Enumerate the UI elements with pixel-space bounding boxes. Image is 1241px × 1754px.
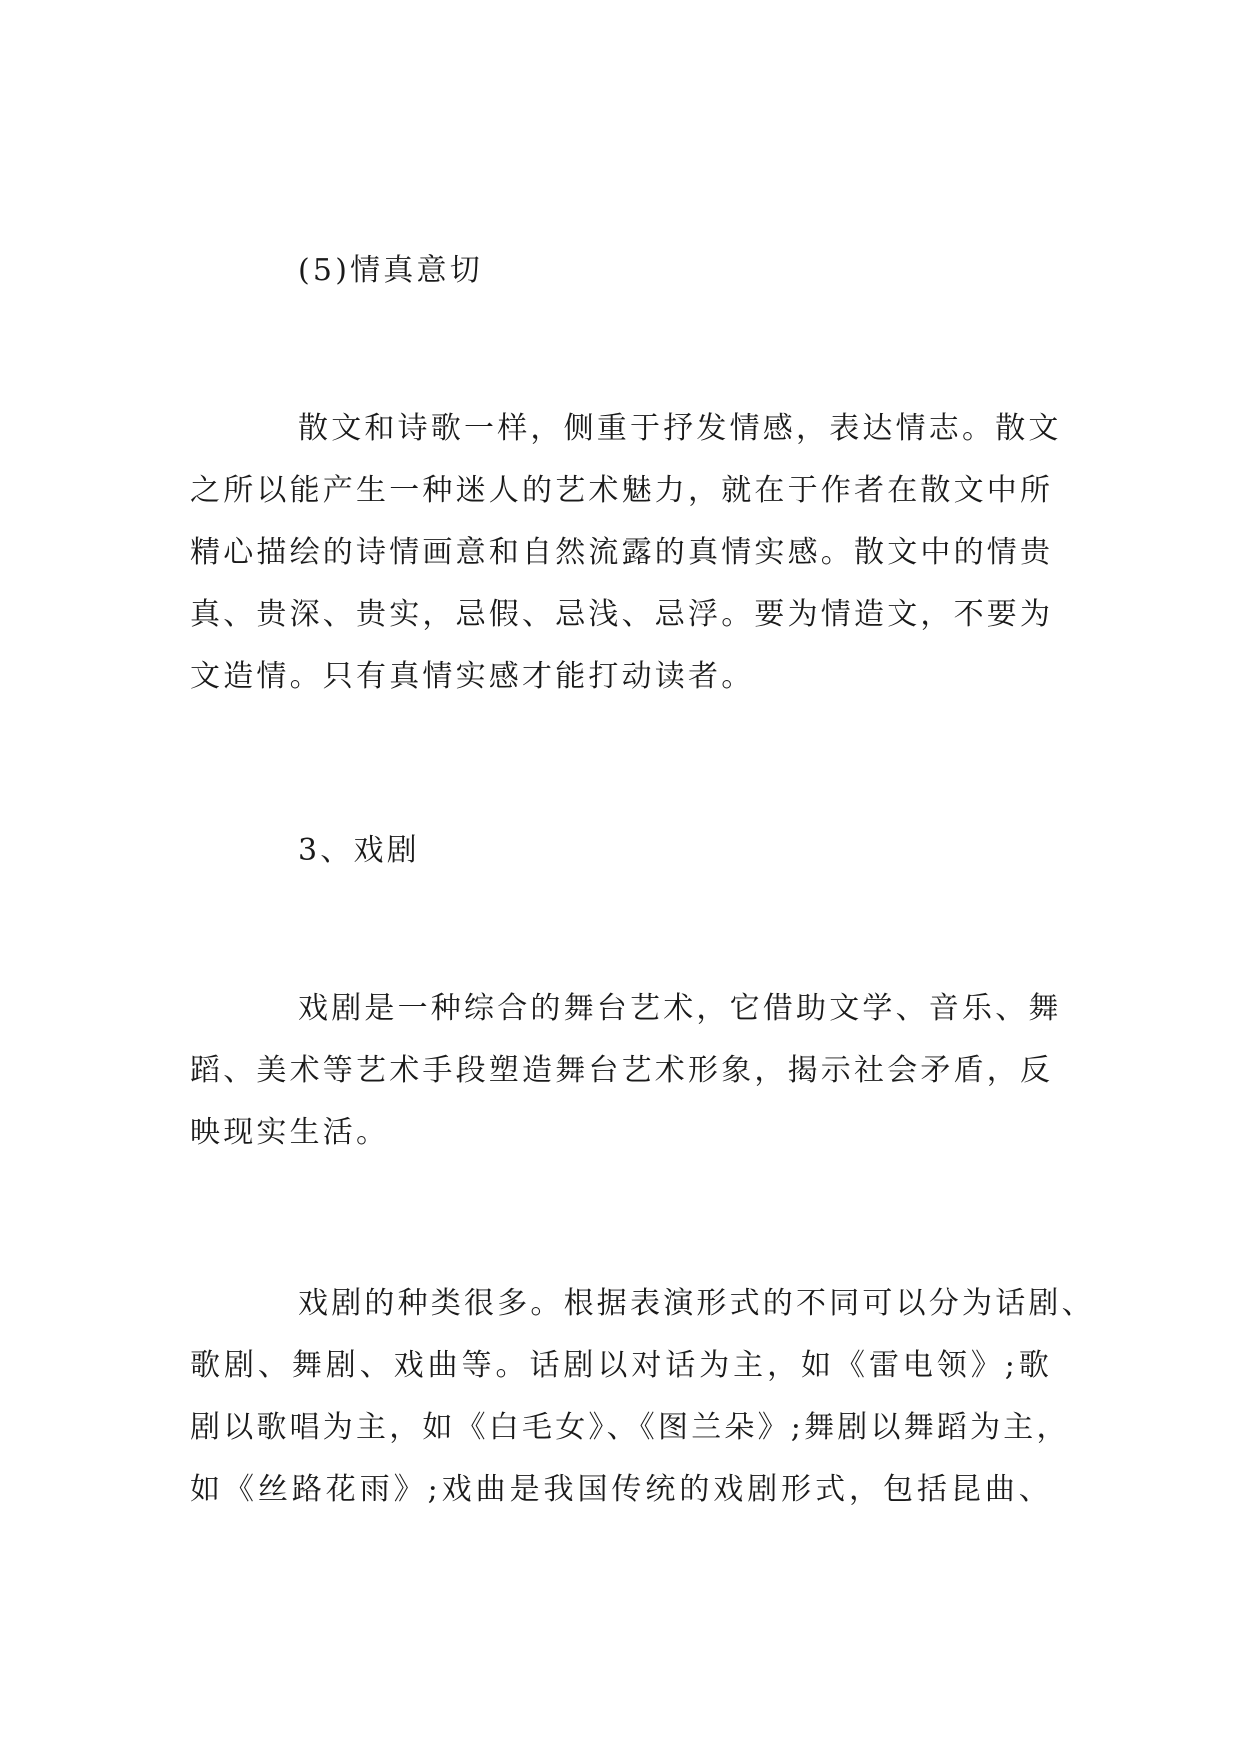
paragraph-line: 真、贵深、贵实，忌假、忌浅、忌浮。要为情造文，不要为 (190, 597, 1054, 632)
paragraph-line: 剧以歌唱为主，如《白毛女》、《图兰朵》;舞剧以舞蹈为主， (190, 1410, 1070, 1445)
paragraph-line: 映现实生活。 (190, 1115, 390, 1150)
paragraph-line: 散文和诗歌一样，侧重于抒发情感，表达情志。散文 (298, 411, 1062, 446)
paragraph-line: 精心描绘的诗情画意和自然流露的真情实感。散文中的情贵 (190, 535, 1054, 570)
paragraph-essay-emotion (190, 398, 1062, 708)
paragraph-line: 文造情。只有真情实感才能打动读者。 (190, 659, 755, 694)
section-heading-qingzhenyiqie: (5)情真意切 (298, 253, 483, 288)
paragraph-drama-definition (190, 978, 1062, 1164)
paragraph-line: 戏剧是一种综合的舞台艺术，它借助文学、音乐、舞 (298, 991, 1062, 1026)
paragraph-line: 歌剧、舞剧、戏曲等。话剧以对话为主，如《雷电领》;歌 (190, 1348, 1052, 1383)
paragraph-line: 之所以能产生一种迷人的艺术魅力，就在于作者在散文中所 (190, 473, 1054, 508)
paragraph-line: 戏剧的种类很多。根据表演形式的不同可以分为话剧、 (298, 1286, 1095, 1321)
paragraph-line: 如《丝路花雨》;戏曲是我国传统的戏剧形式，包括昆曲、 (190, 1472, 1052, 1507)
paragraph-drama-types (190, 1273, 1095, 1521)
section-heading-drama: 3、戏剧 (298, 833, 420, 868)
paragraph-line: 蹈、美术等艺术手段塑造舞台艺术形象，揭示社会矛盾，反 (190, 1053, 1054, 1088)
